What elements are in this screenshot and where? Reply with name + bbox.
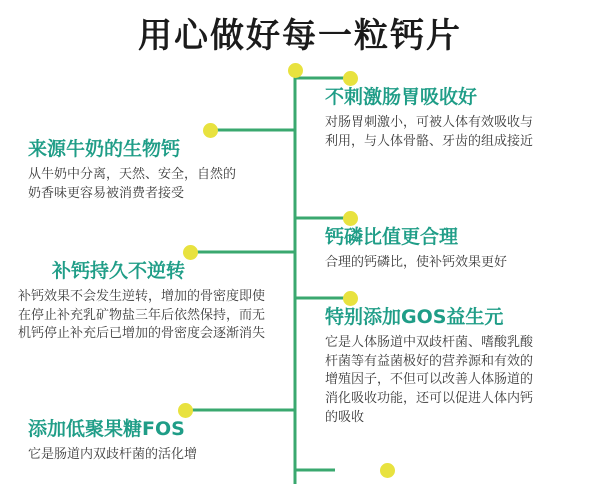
node-ratio-heading: 钙磷比值更合理 bbox=[325, 226, 459, 248]
node-fos-heading: 添加低聚果糖FOS bbox=[28, 418, 185, 440]
node-dot-bottom bbox=[380, 463, 395, 478]
node-gos bbox=[325, 306, 585, 428]
node-dot-milk bbox=[203, 123, 218, 138]
node-milk bbox=[28, 138, 263, 203]
node-gos-heading: 特别添加GOS益生元 bbox=[325, 306, 504, 328]
node-lasting bbox=[18, 260, 273, 344]
node-dot-fos bbox=[178, 403, 193, 418]
node-ratio bbox=[325, 226, 570, 273]
node-dot-ratio bbox=[343, 211, 358, 226]
node-dot-gos bbox=[343, 291, 358, 306]
page-title: 用心做好每一粒钙片 bbox=[138, 16, 462, 56]
node-stomach bbox=[325, 86, 570, 151]
node-fos-body: 它是肠道内双歧杆菌的活化增 bbox=[28, 446, 198, 462]
node-fos bbox=[28, 418, 278, 465]
node-milk-body: 从牛奶中分离，天然、安全，自然的奶香味更容易被消费者接受 bbox=[28, 166, 237, 201]
node-lasting-heading: 补钙持久不逆转 bbox=[52, 260, 186, 282]
node-stomach-heading: 不刺激肠胃吸收好 bbox=[325, 86, 478, 108]
node-lasting-body: 补钙效果不会发生逆转，增加的骨密度即使在停止补充乳矿物盐三年后依然保持，而无机钙停止补充后已增加的骨密度会逐渐消失 bbox=[18, 288, 266, 342]
node-dot-spine-top bbox=[288, 63, 303, 78]
node-gos-body: 它是人体肠道中双歧杆菌、嗜酸乳酸杆菌等有益菌极好的营养源和有效的增殖因子，不但可以改善人体肠道的消化吸收功能，还可以促进人体内钙的吸收 bbox=[325, 334, 534, 426]
node-dot-stomach bbox=[343, 71, 358, 86]
node-milk-heading: 来源牛奶的生物钙 bbox=[28, 138, 181, 160]
node-dot-lasting bbox=[183, 245, 198, 260]
node-ratio-body: 合理的钙磷比，使补钙效果更好 bbox=[325, 254, 508, 270]
node-stomach-body: 对肠胃刺激小，可被人体有效吸收与利用，与人体骨骼、牙齿的组成接近 bbox=[325, 114, 534, 149]
